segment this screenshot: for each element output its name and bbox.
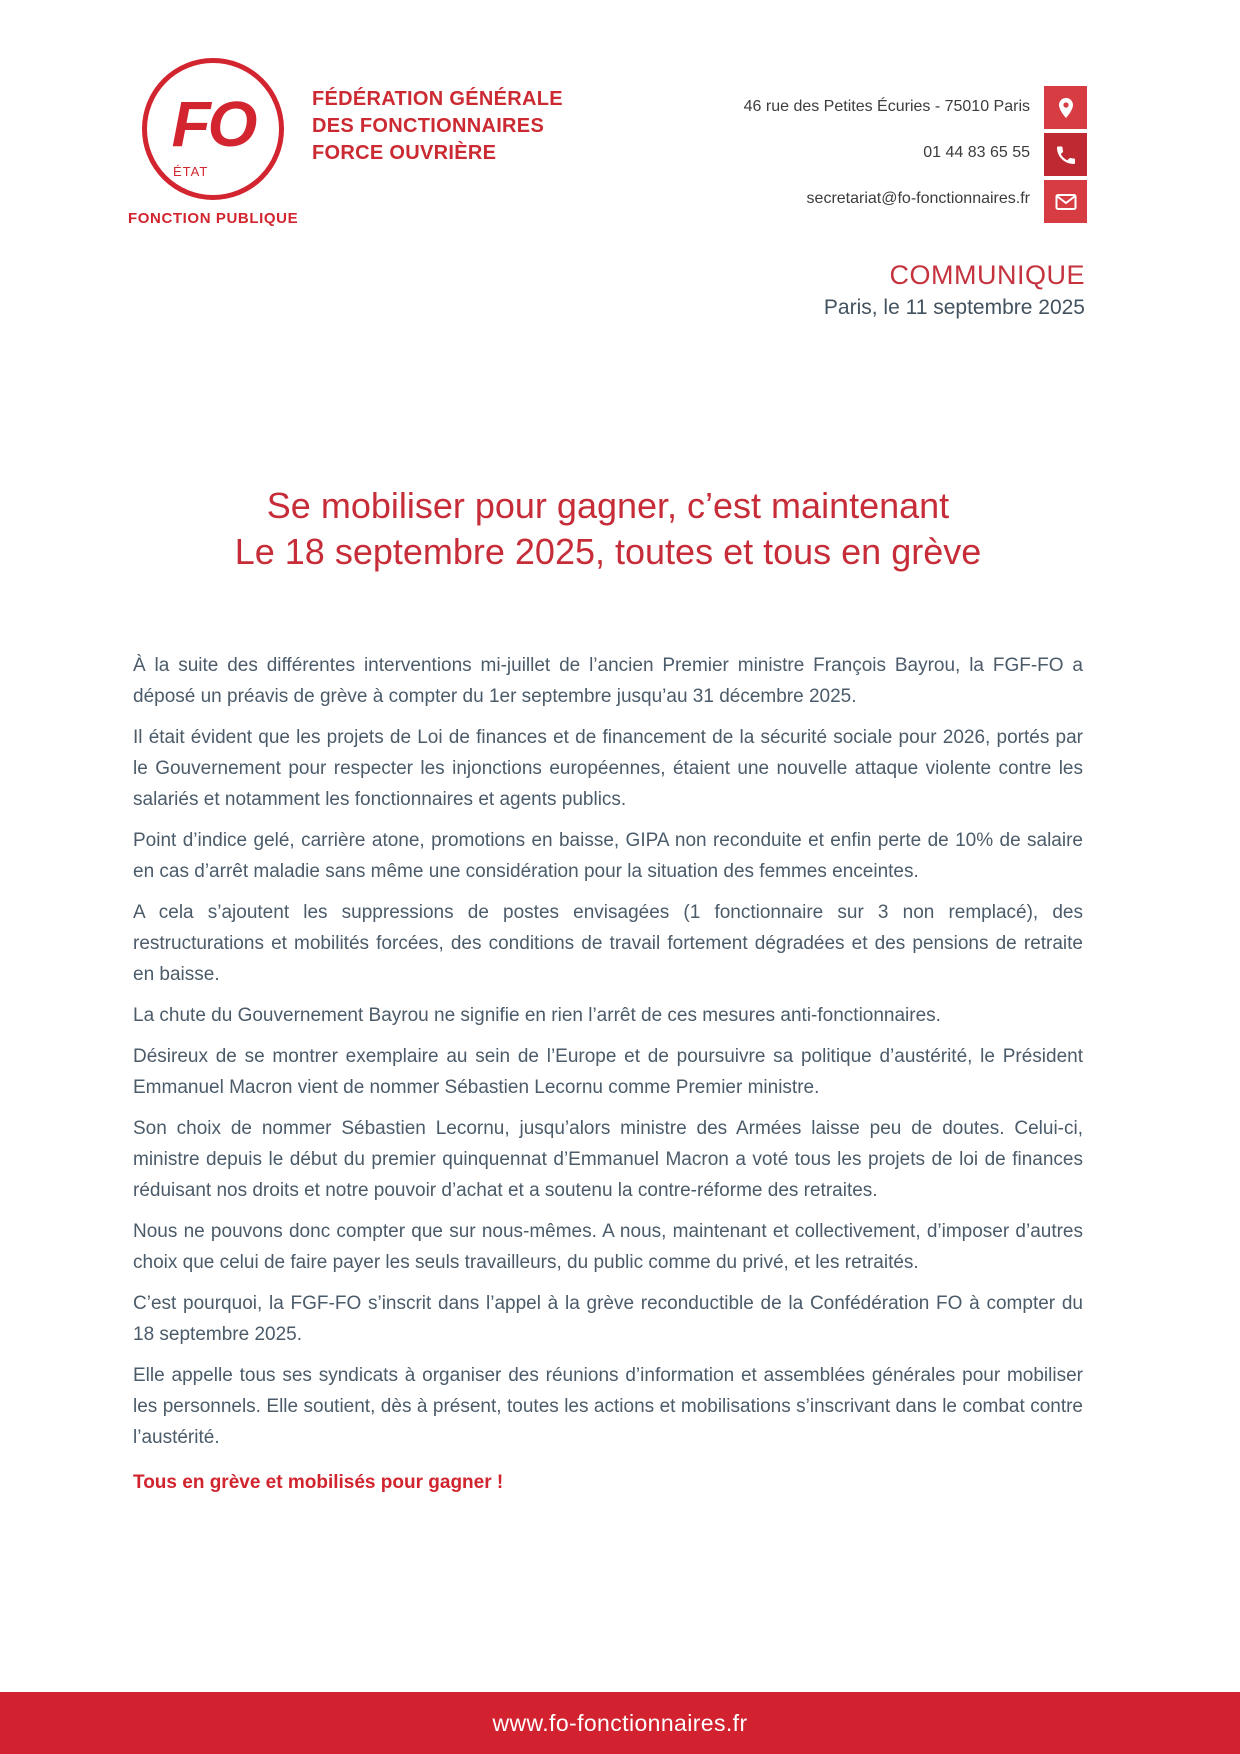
location-pin-icon xyxy=(1044,86,1087,129)
body-paragraph: Point d’indice gelé, carrière atone, promotions en baisse, GIPA non reconduite et enfin perte de 10% de salaire en cas d’arrêt maladie sans même une considération pour la situation des femmes enceintes. xyxy=(133,830,1083,882)
body-paragraph: Il était évident que les projets de Loi de finances et de financement de la sécurité sociale pour 2026, portés par le Gouvernement pour respecter les injonctions européennes, étaient une nouvelle attaque violente contre les salariés et notamment les fonctionnaires et agents publics. xyxy=(133,727,1083,810)
contact-phone: 01 44 83 65 55 xyxy=(923,144,1030,161)
communique-dateline: Paris, le 11 septembre 2025 xyxy=(823,296,1085,319)
communique-header xyxy=(824,260,1085,320)
document-title xyxy=(133,483,1083,575)
fo-logo xyxy=(128,58,298,227)
org-title-line-1: FÉDÉRATION GÉNÉRALE xyxy=(312,88,563,110)
closing-slogan: Tous en grève et mobilisés pour gagner ! xyxy=(133,1472,504,1493)
body-paragraph: Désireux de se montrer exemplaire au sein de l’Europe et de poursuivre sa politique d’austérité, le Président Emmanuel Macron vient de nommer Sébastien Lecornu comme Premier ministre. xyxy=(133,1046,1083,1098)
document-title-line-2: Le 18 septembre 2025, toutes et tous en grève xyxy=(234,531,982,572)
body-paragraph: Son choix de nommer Sébastien Lecornu, jusqu’alors ministre des Armées laisse peu de doutes. Celui-ci, ministre depuis le début du premier quinquennat d’Emmanuel Macron a voté tous les projets de loi de finances réduisant nos droits et notre pouvoir d’achat et a soutenu la contre-réforme des retraites. xyxy=(133,1118,1083,1201)
contact-email: secretariat@fo-fonctionnaires.fr xyxy=(806,190,1030,207)
fo-logo-monogram: FO xyxy=(171,87,255,160)
contact-address: 46 rue des Petites Écuries - 75010 Paris xyxy=(743,98,1030,115)
org-title-line-3: FORCE OUVRIÈRE xyxy=(312,142,497,164)
envelope-icon xyxy=(1044,180,1087,223)
contact-icon-column xyxy=(1044,86,1087,223)
fo-logo-caption: FONCTION PUBLIQUE xyxy=(128,210,299,227)
body-paragraph: La chute du Gouvernement Bayrou ne signifie en rien l’arrêt de ces mesures anti-fonctionnaires. xyxy=(133,1005,941,1026)
document-title-line-1: Se mobiliser pour gagner, c’est maintenant xyxy=(266,485,950,526)
body-paragraph: Nous ne pouvons donc compter que sur nous-mêmes. A nous, maintenant et collectivement, d’imposer d’autres choix que celui de faire payer les seuls travailleurs, du public comme du privé, et les retraités. xyxy=(133,1221,1083,1273)
body-paragraph: A cela s’ajoutent les suppressions de postes envisagées (1 fonctionnaire sur 3 non remplacé), des restructurations et mobilités forcées, des conditions de travail fortement dégradées et des pensions de retraite en baisse. xyxy=(133,902,1083,985)
body-paragraph: Elle appelle tous ses syndicats à organiser des réunions d’information et assemblées générales pour mobiliser les personnels. Elle soutient, dès à présent, toutes les actions et mobilisations s’inscrivant dans le combat contre l’austérité. xyxy=(133,1365,1083,1448)
fo-logo-circle xyxy=(142,58,284,200)
communique-label: COMMUNIQUE xyxy=(889,260,1085,290)
document-body xyxy=(133,650,1083,1498)
fo-logo-etat-label: ÉTAT xyxy=(173,164,209,179)
body-paragraph: À la suite des différentes interventions mi-juillet de l’ancien Premier ministre François Bayrou, la FGF-FO a déposé un préavis de grève à compter du 1er septembre jusqu’au 31 décembre 2025. xyxy=(133,655,1083,707)
organization-title xyxy=(312,86,563,167)
phone-icon xyxy=(1044,133,1087,176)
footer-website-url: www.fo-fonctionnaires.fr xyxy=(492,1710,748,1736)
footer-bar xyxy=(0,1692,1240,1754)
org-title-line-2: DES FONCTIONNAIRES xyxy=(312,115,545,137)
contact-info xyxy=(744,84,1030,222)
body-paragraph: C’est pourquoi, la FGF-FO s’inscrit dans l’appel à la grève reconductible de la Confédération FO à compter du 18 septembre 2025. xyxy=(133,1293,1083,1345)
